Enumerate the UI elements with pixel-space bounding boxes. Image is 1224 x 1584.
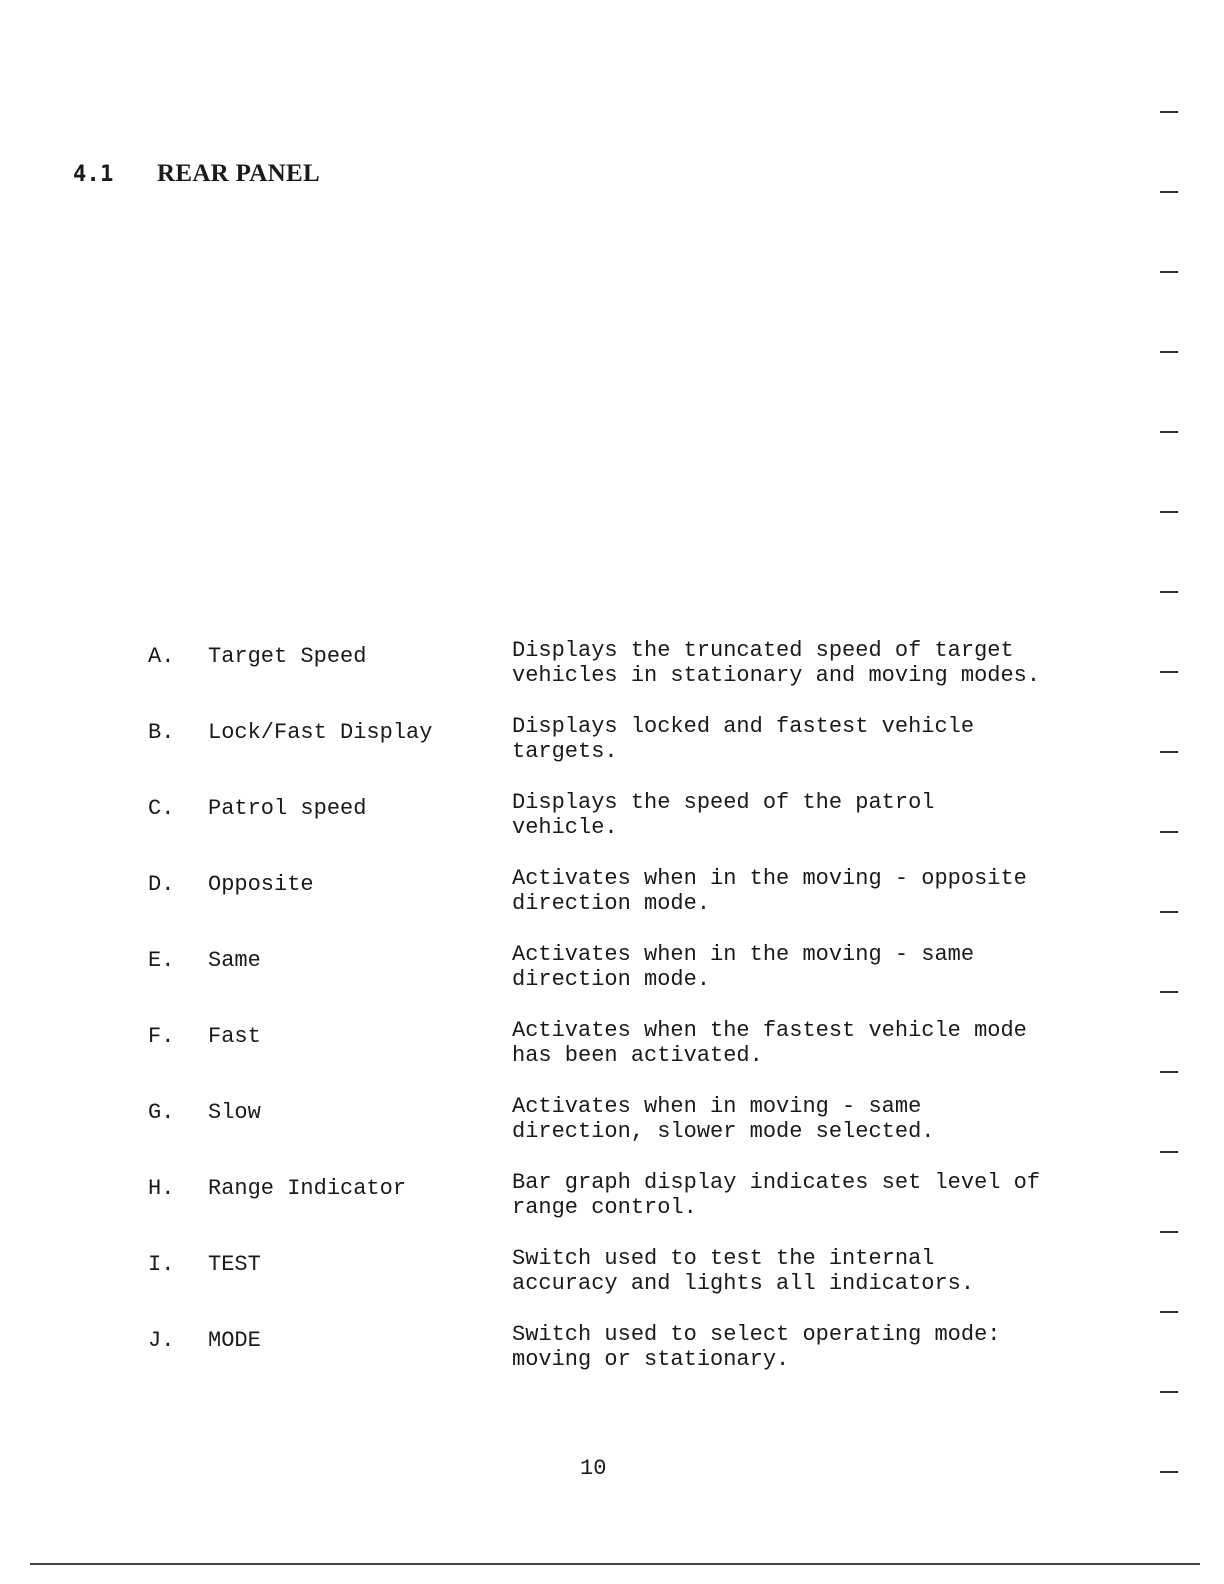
- item-label: Patrol speed: [208, 796, 367, 821]
- item-description: Bar graph display indicates set level of range control.: [512, 1170, 1041, 1220]
- margin-tick: [1160, 1231, 1178, 1233]
- bottom-rule-line: [30, 1563, 1200, 1565]
- list-item: [148, 864, 1108, 940]
- margin-tick: [1160, 1391, 1178, 1393]
- list-item: [148, 636, 1108, 712]
- item-label: Opposite: [208, 872, 314, 897]
- item-letter: G.: [148, 1100, 175, 1125]
- item-description: Displays locked and fastest vehicle targets.: [512, 714, 975, 764]
- list-item: [148, 788, 1108, 864]
- rear-panel-item-list: [148, 636, 1108, 1396]
- list-item: [148, 1320, 1108, 1396]
- item-description: Switch used to test the internal accuracy and lights all indicators.: [512, 1246, 975, 1296]
- margin-tick-marks: [1160, 0, 1190, 1584]
- list-item: [148, 1016, 1108, 1092]
- item-letter: D.: [148, 872, 175, 897]
- item-letter: J.: [148, 1328, 175, 1353]
- margin-tick: [1160, 671, 1178, 673]
- item-description: Activates when the fastest vehicle mode has been activated.: [512, 1018, 1027, 1068]
- margin-tick: [1160, 1071, 1178, 1073]
- page-number: 10: [580, 1456, 607, 1481]
- margin-tick: [1160, 751, 1178, 753]
- margin-tick: [1160, 991, 1178, 993]
- margin-tick: [1160, 1311, 1178, 1313]
- margin-tick: [1160, 271, 1178, 273]
- margin-tick: [1160, 511, 1178, 513]
- margin-tick: [1160, 111, 1178, 113]
- margin-tick: [1160, 911, 1178, 913]
- margin-tick: [1160, 191, 1178, 193]
- list-item: [148, 1168, 1108, 1244]
- item-letter: F.: [148, 1024, 175, 1049]
- section-number: 4.1: [73, 162, 114, 187]
- item-label: Same: [208, 948, 261, 973]
- item-description: Activates when in the moving - same direction mode.: [512, 942, 975, 992]
- item-letter: H.: [148, 1176, 175, 1201]
- item-label: Range Indicator: [208, 1176, 407, 1201]
- item-description: Displays the speed of the patrol vehicle.: [512, 790, 935, 840]
- item-label: Fast: [208, 1024, 261, 1049]
- item-description: Switch used to select operating mode: moving or stationary.: [512, 1322, 1001, 1372]
- list-item: [148, 1092, 1108, 1168]
- margin-tick: [1160, 591, 1178, 593]
- item-letter: E.: [148, 948, 175, 973]
- item-label: TEST: [208, 1252, 261, 1277]
- margin-tick: [1160, 431, 1178, 433]
- margin-tick: [1160, 1151, 1178, 1153]
- item-letter: C.: [148, 796, 175, 821]
- item-description: Activates when in the moving - opposite direction mode.: [512, 866, 1027, 916]
- section-title: REAR PANEL: [157, 160, 320, 187]
- item-letter: B.: [148, 720, 175, 745]
- item-label: Lock/Fast Display: [208, 720, 433, 745]
- margin-tick: [1160, 831, 1178, 833]
- list-item: [148, 1244, 1108, 1320]
- list-item: [148, 712, 1108, 788]
- list-item: [148, 940, 1108, 1016]
- margin-tick: [1160, 1471, 1178, 1473]
- item-label: Slow: [208, 1100, 261, 1125]
- item-letter: A.: [148, 644, 175, 669]
- item-description: Displays the truncated speed of target vehicles in stationary and moving modes.: [512, 638, 1041, 688]
- section-heading: [73, 160, 320, 188]
- item-letter: I.: [148, 1252, 175, 1277]
- item-description: Activates when in moving - same direction, slower mode selected.: [512, 1094, 935, 1144]
- item-label: MODE: [208, 1328, 261, 1353]
- item-label: Target Speed: [208, 644, 367, 669]
- margin-tick: [1160, 351, 1178, 353]
